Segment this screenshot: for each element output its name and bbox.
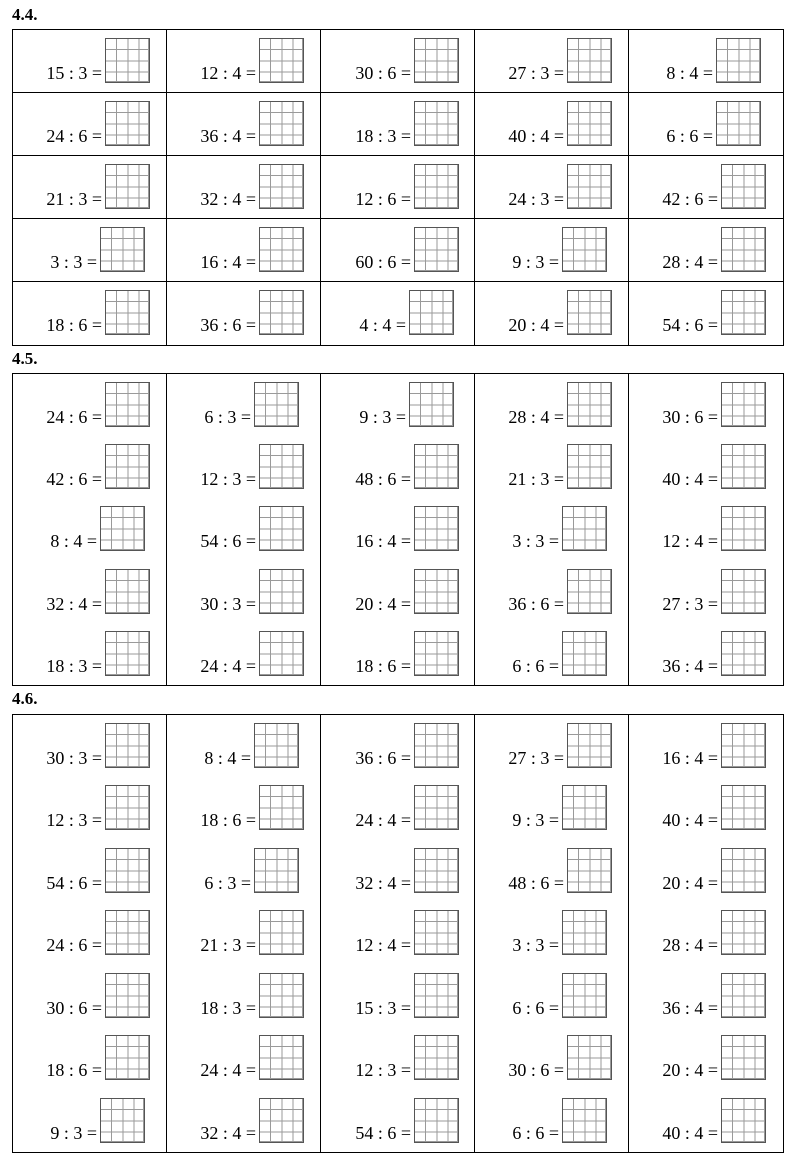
- division-problem: [321, 968, 459, 1018]
- answer-grid-box[interactable]: [567, 1035, 612, 1080]
- division-problem: [13, 968, 150, 1018]
- answer-grid-box[interactable]: [414, 631, 459, 676]
- answer-grid-box[interactable]: [562, 227, 607, 272]
- answer-grid-box[interactable]: [414, 101, 459, 146]
- section-title: 4.6.: [12, 689, 38, 708]
- division-problem: [167, 780, 304, 830]
- division-problem: [629, 33, 761, 83]
- answer-grid-box[interactable]: [105, 631, 150, 676]
- division-expression: 28 : 4 =: [662, 252, 718, 272]
- division-problem: [629, 439, 766, 489]
- answer-grid-box[interactable]: [259, 785, 304, 830]
- answer-grid-box[interactable]: [259, 631, 304, 676]
- division-expression: 4 : 4 =: [359, 315, 406, 335]
- answer-grid-box[interactable]: [562, 631, 607, 676]
- division-expression: 20 : 4 =: [662, 873, 718, 893]
- division-problem: [475, 96, 612, 146]
- answer-grid-box[interactable]: [721, 444, 766, 489]
- division-problem: [629, 905, 766, 955]
- division-problem: [167, 1093, 304, 1143]
- answer-grid-box[interactable]: [567, 101, 612, 146]
- division-expression: 20 : 4 =: [662, 1060, 718, 1080]
- division-expression: 18 : 6 =: [200, 810, 256, 830]
- division-expression: 32 : 4 =: [200, 189, 256, 209]
- answer-grid-box[interactable]: [562, 785, 607, 830]
- division-problem: [167, 1030, 304, 1080]
- division-problem: [13, 33, 150, 83]
- answer-grid-box[interactable]: [721, 382, 766, 427]
- division-problem: [321, 501, 459, 551]
- division-problem: [321, 159, 459, 209]
- division-problem: [475, 718, 612, 768]
- answer-grid-box[interactable]: [414, 227, 459, 272]
- division-expression: 15 : 3 =: [355, 998, 411, 1018]
- division-problem: [475, 159, 612, 209]
- answer-grid-box[interactable]: [414, 785, 459, 830]
- answer-grid-box[interactable]: [105, 101, 150, 146]
- division-expression: 20 : 4 =: [355, 594, 411, 614]
- answer-grid-box[interactable]: [414, 1098, 459, 1143]
- division-problem: [475, 968, 607, 1018]
- division-problem: [167, 501, 304, 551]
- division-problem: [475, 626, 607, 676]
- answer-grid-box[interactable]: [259, 973, 304, 1018]
- answer-grid-box[interactable]: [567, 382, 612, 427]
- division-problem: [629, 718, 766, 768]
- division-expression: 42 : 6 =: [662, 189, 718, 209]
- answer-grid-box[interactable]: [105, 910, 150, 955]
- answer-grid-box[interactable]: [105, 569, 150, 614]
- division-expression: 28 : 4 =: [662, 935, 718, 955]
- answer-grid-box[interactable]: [721, 569, 766, 614]
- division-problem: [13, 564, 150, 614]
- division-problem: [475, 564, 612, 614]
- division-expression: 12 : 4 =: [355, 935, 411, 955]
- division-problem: [13, 96, 150, 146]
- division-problem: [475, 843, 612, 893]
- division-expression: 8 : 4 =: [50, 531, 97, 551]
- division-problem: [321, 1093, 459, 1143]
- division-problem: [475, 439, 612, 489]
- division-expression: 3 : 3 =: [50, 252, 97, 272]
- division-expression: 12 : 3 =: [46, 810, 102, 830]
- answer-grid-box[interactable]: [100, 227, 145, 272]
- division-expression: 12 : 6 =: [355, 189, 411, 209]
- answer-grid-box[interactable]: [414, 910, 459, 955]
- answer-grid-box[interactable]: [259, 164, 304, 209]
- answer-grid-box[interactable]: [562, 506, 607, 551]
- answer-grid-box[interactable]: [414, 848, 459, 893]
- answer-grid-box[interactable]: [259, 444, 304, 489]
- division-expression: 21 : 3 =: [46, 189, 102, 209]
- answer-grid-box[interactable]: [567, 444, 612, 489]
- division-problem: [629, 377, 766, 427]
- division-expression: 15 : 3 =: [46, 63, 102, 83]
- division-expression: 30 : 6 =: [508, 1060, 564, 1080]
- answer-grid-box[interactable]: [105, 382, 150, 427]
- division-expression: 30 : 6 =: [355, 63, 411, 83]
- answer-grid-box[interactable]: [721, 164, 766, 209]
- division-problem: [475, 222, 607, 272]
- division-problem: [13, 718, 150, 768]
- division-expression: 54 : 6 =: [46, 873, 102, 893]
- answer-grid-box[interactable]: [721, 227, 766, 272]
- section-title: 4.4.: [12, 5, 38, 24]
- answer-grid-box[interactable]: [409, 382, 454, 427]
- division-expression: 9 : 3 =: [512, 252, 559, 272]
- exercise-table: [12, 373, 784, 686]
- answer-grid-box[interactable]: [716, 101, 761, 146]
- answer-grid-box[interactable]: [721, 506, 766, 551]
- division-problem: [321, 96, 459, 146]
- division-problem: [167, 626, 304, 676]
- answer-grid-box[interactable]: [105, 723, 150, 768]
- division-problem: [629, 285, 766, 335]
- division-expression: 60 : 6 =: [355, 252, 411, 272]
- answer-grid-box[interactable]: [721, 723, 766, 768]
- division-problem: [167, 968, 304, 1018]
- answer-grid-box[interactable]: [259, 38, 304, 83]
- division-expression: 54 : 6 =: [662, 315, 718, 335]
- division-problem: [13, 501, 145, 551]
- division-expression: 12 : 4 =: [200, 63, 256, 83]
- division-problem: [629, 501, 766, 551]
- division-problem: [629, 222, 766, 272]
- division-expression: 36 : 6 =: [200, 315, 256, 335]
- answer-grid-box[interactable]: [254, 723, 299, 768]
- division-problem: [321, 718, 459, 768]
- answer-grid-box[interactable]: [105, 848, 150, 893]
- division-expression: 24 : 6 =: [46, 935, 102, 955]
- division-problem: [167, 285, 304, 335]
- division-problem: [321, 780, 459, 830]
- division-problem: [475, 780, 607, 830]
- answer-grid-box[interactable]: [259, 506, 304, 551]
- answer-grid-box[interactable]: [105, 973, 150, 1018]
- answer-grid-box[interactable]: [567, 290, 612, 335]
- division-problem: [629, 159, 766, 209]
- division-problem: [321, 377, 454, 427]
- answer-grid-box[interactable]: [414, 1035, 459, 1080]
- division-problem: [13, 905, 150, 955]
- answer-grid-box[interactable]: [721, 1035, 766, 1080]
- answer-grid-box[interactable]: [259, 910, 304, 955]
- division-expression: 24 : 3 =: [508, 189, 564, 209]
- answer-grid-box[interactable]: [414, 973, 459, 1018]
- division-expression: 12 : 3 =: [355, 1060, 411, 1080]
- division-problem: [167, 159, 304, 209]
- answer-grid-box[interactable]: [721, 848, 766, 893]
- division-expression: 6 : 6 =: [512, 656, 559, 676]
- division-problem: [167, 564, 304, 614]
- section-title: 4.5.: [12, 349, 38, 368]
- division-expression: 40 : 4 =: [508, 126, 564, 146]
- division-problem: [475, 501, 607, 551]
- answer-grid-box[interactable]: [259, 1098, 304, 1143]
- answer-grid-box[interactable]: [414, 569, 459, 614]
- division-expression: 21 : 3 =: [200, 935, 256, 955]
- division-expression: 27 : 3 =: [508, 63, 564, 83]
- answer-grid-box[interactable]: [259, 569, 304, 614]
- answer-grid-box[interactable]: [721, 973, 766, 1018]
- answer-grid-box[interactable]: [105, 785, 150, 830]
- answer-grid-box[interactable]: [105, 444, 150, 489]
- division-expression: 6 : 6 =: [512, 1123, 559, 1143]
- answer-grid-box[interactable]: [105, 164, 150, 209]
- division-expression: 18 : 6 =: [46, 1060, 102, 1080]
- division-problem: [629, 1030, 766, 1080]
- division-problem: [475, 1093, 607, 1143]
- division-problem: [167, 33, 304, 83]
- division-problem: [167, 843, 299, 893]
- exercise-table: [12, 714, 784, 1153]
- division-problem: [13, 1030, 150, 1080]
- division-problem: [321, 33, 459, 83]
- division-expression: 32 : 4 =: [46, 594, 102, 614]
- answer-grid-box[interactable]: [254, 848, 299, 893]
- division-expression: 36 : 4 =: [662, 998, 718, 1018]
- division-expression: 6 : 3 =: [204, 873, 251, 893]
- division-expression: 3 : 3 =: [512, 531, 559, 551]
- division-expression: 54 : 6 =: [355, 1123, 411, 1143]
- answer-grid-box[interactable]: [414, 506, 459, 551]
- answer-grid-box[interactable]: [562, 1098, 607, 1143]
- division-expression: 40 : 4 =: [662, 469, 718, 489]
- division-expression: 20 : 4 =: [508, 315, 564, 335]
- division-problem: [629, 96, 761, 146]
- division-problem: [475, 285, 612, 335]
- division-expression: 32 : 4 =: [200, 1123, 256, 1143]
- answer-grid-box[interactable]: [567, 569, 612, 614]
- division-problem: [321, 439, 459, 489]
- division-expression: 24 : 4 =: [200, 656, 256, 676]
- division-problem: [13, 439, 150, 489]
- answer-grid-box[interactable]: [259, 227, 304, 272]
- division-problem: [475, 377, 612, 427]
- division-problem: [167, 439, 304, 489]
- division-expression: 16 : 4 =: [200, 252, 256, 272]
- division-expression: 36 : 4 =: [662, 656, 718, 676]
- division-expression: 28 : 4 =: [508, 407, 564, 427]
- division-expression: 6 : 6 =: [666, 126, 713, 146]
- division-expression: 6 : 3 =: [204, 407, 251, 427]
- answer-grid-box[interactable]: [259, 1035, 304, 1080]
- division-problem: [13, 377, 150, 427]
- division-problem: [321, 626, 459, 676]
- division-problem: [629, 626, 766, 676]
- division-problem: [629, 968, 766, 1018]
- answer-grid-box[interactable]: [567, 723, 612, 768]
- answer-grid-box[interactable]: [721, 631, 766, 676]
- division-expression: 36 : 6 =: [508, 594, 564, 614]
- division-expression: 18 : 3 =: [200, 998, 256, 1018]
- answer-grid-box[interactable]: [259, 290, 304, 335]
- division-expression: 8 : 4 =: [204, 748, 251, 768]
- division-expression: 42 : 6 =: [46, 469, 102, 489]
- division-problem: [321, 905, 459, 955]
- division-problem: [13, 843, 150, 893]
- division-expression: 18 : 6 =: [46, 315, 102, 335]
- division-problem: [167, 718, 299, 768]
- answer-grid-box[interactable]: [105, 1035, 150, 1080]
- division-expression: 9 : 3 =: [359, 407, 406, 427]
- division-expression: 16 : 4 =: [662, 748, 718, 768]
- division-problem: [629, 843, 766, 893]
- answer-grid-box[interactable]: [414, 444, 459, 489]
- row-divider: [13, 155, 783, 156]
- division-expression: 30 : 6 =: [662, 407, 718, 427]
- answer-grid-box[interactable]: [259, 101, 304, 146]
- division-expression: 48 : 6 =: [508, 873, 564, 893]
- division-expression: 24 : 6 =: [46, 126, 102, 146]
- division-expression: 40 : 4 =: [662, 1123, 718, 1143]
- answer-grid-box[interactable]: [721, 910, 766, 955]
- division-problem: [13, 285, 150, 335]
- division-problem: [321, 1030, 459, 1080]
- division-problem: [629, 780, 766, 830]
- answer-grid-box[interactable]: [409, 290, 454, 335]
- division-problem: [321, 285, 454, 335]
- division-expression: 24 : 4 =: [355, 810, 411, 830]
- division-problem: [13, 780, 150, 830]
- answer-grid-box[interactable]: [562, 973, 607, 1018]
- exercise-table: [12, 29, 784, 346]
- answer-grid-box[interactable]: [100, 1098, 145, 1143]
- division-expression: 48 : 6 =: [355, 469, 411, 489]
- answer-grid-box[interactable]: [567, 38, 612, 83]
- answer-grid-box[interactable]: [721, 1098, 766, 1143]
- row-divider: [13, 281, 783, 282]
- division-expression: 9 : 3 =: [512, 810, 559, 830]
- division-problem: [321, 222, 459, 272]
- row-divider: [13, 218, 783, 219]
- division-expression: 24 : 6 =: [46, 407, 102, 427]
- division-expression: 8 : 4 =: [666, 63, 713, 83]
- division-expression: 3 : 3 =: [512, 935, 559, 955]
- answer-grid-box[interactable]: [105, 38, 150, 83]
- division-problem: [13, 626, 150, 676]
- division-expression: 12 : 4 =: [662, 531, 718, 551]
- answer-grid-box[interactable]: [105, 290, 150, 335]
- division-problem: [475, 33, 612, 83]
- division-expression: 30 : 3 =: [200, 594, 256, 614]
- division-problem: [167, 905, 304, 955]
- division-expression: 54 : 6 =: [200, 531, 256, 551]
- division-problem: [167, 377, 299, 427]
- answer-grid-box[interactable]: [100, 506, 145, 551]
- division-expression: 32 : 4 =: [355, 873, 411, 893]
- division-expression: 27 : 3 =: [508, 748, 564, 768]
- division-problem: [13, 159, 150, 209]
- division-problem: [321, 843, 459, 893]
- division-expression: 12 : 3 =: [200, 469, 256, 489]
- answer-grid-box[interactable]: [716, 38, 761, 83]
- answer-grid-box[interactable]: [562, 910, 607, 955]
- answer-grid-box[interactable]: [414, 164, 459, 209]
- division-problem: [475, 1030, 612, 1080]
- division-expression: 40 : 4 =: [662, 810, 718, 830]
- division-expression: 21 : 3 =: [508, 469, 564, 489]
- division-problem: [629, 1093, 766, 1143]
- division-expression: 6 : 6 =: [512, 998, 559, 1018]
- answer-grid-box[interactable]: [567, 848, 612, 893]
- division-expression: 9 : 3 =: [50, 1123, 97, 1143]
- division-problem: [13, 222, 145, 272]
- answer-grid-box[interactable]: [721, 785, 766, 830]
- division-problem: [167, 222, 304, 272]
- division-expression: 27 : 3 =: [662, 594, 718, 614]
- division-expression: 16 : 4 =: [355, 531, 411, 551]
- division-expression: 30 : 6 =: [46, 998, 102, 1018]
- division-expression: 24 : 4 =: [200, 1060, 256, 1080]
- division-problem: [13, 1093, 145, 1143]
- division-problem: [321, 564, 459, 614]
- answer-grid-box[interactable]: [567, 164, 612, 209]
- answer-grid-box[interactable]: [414, 723, 459, 768]
- answer-grid-box[interactable]: [254, 382, 299, 427]
- division-expression: 18 : 3 =: [46, 656, 102, 676]
- answer-grid-box[interactable]: [414, 38, 459, 83]
- division-expression: 30 : 3 =: [46, 748, 102, 768]
- row-divider: [13, 92, 783, 93]
- division-expression: 36 : 6 =: [355, 748, 411, 768]
- division-expression: 36 : 4 =: [200, 126, 256, 146]
- answer-grid-box[interactable]: [721, 290, 766, 335]
- division-expression: 18 : 6 =: [355, 656, 411, 676]
- division-problem: [167, 96, 304, 146]
- division-problem: [629, 564, 766, 614]
- division-problem: [475, 905, 607, 955]
- division-expression: 18 : 3 =: [355, 126, 411, 146]
